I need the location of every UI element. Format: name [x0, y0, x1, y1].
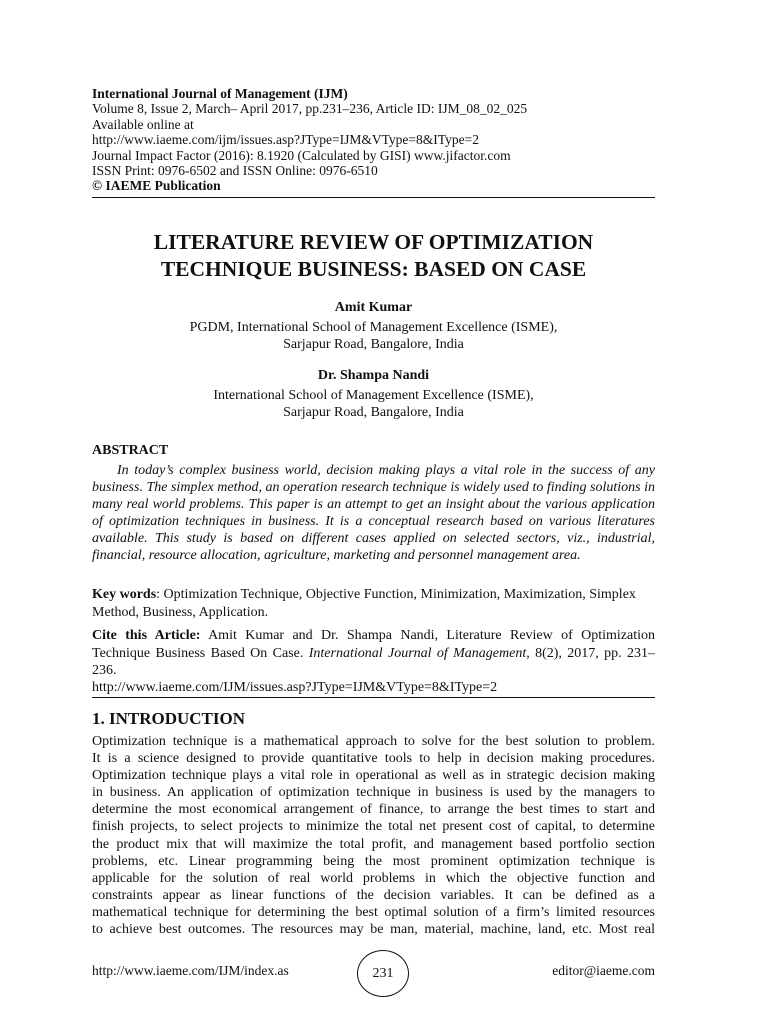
cite-details: , 8(2), 2017, pp. 231–236. — [92, 645, 655, 678]
section-rule — [92, 697, 655, 698]
keywords-text: : Optimization Technique, Objective Function, Minimization, Maximization, Simplex Method, Business, Application. — [92, 587, 636, 620]
author-name: Dr. Shampa Nandi — [317, 368, 430, 383]
paper-page — [92, 0, 655, 1024]
keywords-label: Key words — [92, 587, 157, 602]
impact-factor: Journal Impact Factor (2016): 8.1920 (Calculated by GISI) www.jifactor.com — [92, 147, 511, 163]
abstract-text: In today’s complex business world, decision making plays a vital role in the success of any business. The simplex method, an operation research technique is widely used to finding solutions in many real world problems. This paper is an attempt to get an insight about the various application of optimization techniques in business. It is a conceptual research based on various literatures available. This study is based on different cases applied on selected sectors, viz., industrial, financial, resource allocation, agriculture, marketing and personnel management area. — [92, 463, 655, 564]
body-line: mathematical technique for determining the best optimal solution of a firm’s limited resources — [92, 904, 655, 920]
title-line: TECHNIQUE BUSINESS: BASED ON CASE — [160, 257, 587, 281]
body-line: Optimization technique plays a vital role in operational as well as in strategic decision making — [92, 768, 655, 784]
issue-url[interactable]: http://www.iaeme.com/ijm/issues.asp?JType=IJM&VType=8&IType=2 — [92, 132, 479, 148]
body-line: to achieve best outcomes. The resources may be man, material, machine, land, etc. Most real — [92, 922, 655, 938]
body-line: It is a science designed to provide quantitative tools to help in decision making procedures. — [92, 751, 655, 767]
footer-email[interactable]: editor@iaeme.com — [552, 963, 655, 978]
journal-header — [92, 86, 655, 194]
author-affiliation: PGDM, International School of Management Excellence (ISME), — [189, 319, 558, 335]
citation — [92, 627, 655, 680]
body-line: constraints appear as linear functions of the decision variables. It can be defined as a — [92, 887, 655, 903]
footer-url[interactable]: http://www.iaeme.com/IJM/index.as — [92, 963, 289, 978]
section-heading: 1. INTRODUCTION — [92, 709, 246, 728]
body-line: determine the most economical arrangement of finance, to arrange the best times to start and — [92, 802, 655, 818]
body-line: in business. An application of optimization technique in business is used by the managers to — [92, 785, 655, 801]
introduction-body — [92, 733, 655, 938]
author-affiliation: Sarjapur Road, Bangalore, India — [283, 405, 464, 420]
keywords — [92, 586, 655, 621]
issn-info: ISSN Print: 0976-6502 and ISSN Online: 0976-6510 — [92, 163, 378, 179]
paper-title — [92, 229, 655, 283]
body-line: finish projects, to select projects to minimize the total net present cost of capital, to determine — [92, 819, 655, 835]
publisher: © IAEME Publication — [92, 178, 221, 194]
header-rule — [92, 197, 655, 198]
abstract-heading: ABSTRACT — [92, 443, 169, 458]
available-online-label: Available online at — [92, 116, 194, 132]
body-line: Optimization technique is a mathematical approach to solve for the best solution to problem. — [92, 734, 655, 749]
body-line: the product mix that will maximize the total profit, and management based portfolio section — [92, 836, 655, 852]
author-affiliation: Sarjapur Road, Bangalore, India — [283, 337, 464, 352]
volume-info: Volume 8, Issue 2, March– April 2017, pp.231–236, Article ID: IJM_08_02_025 — [92, 101, 528, 117]
body-line: applicable for the solution of real world problems in which the objective function and — [92, 870, 655, 886]
author-block — [92, 299, 655, 354]
title-line: LITERATURE REVIEW OF OPTIMIZATION — [153, 230, 594, 254]
cite-text: Amit Kumar and Dr. Shampa Nandi, Literature Review of Optimization Technique Business Based On Case. — [92, 628, 656, 661]
author-block — [92, 367, 655, 422]
body-line: problems, etc. Linear programming being the most prominent optimization technique is — [92, 853, 655, 869]
page-number: 231 — [357, 950, 409, 997]
cite-url[interactable]: http://www.iaeme.com/IJM/issues.asp?JType=IJM&VType=8&IType=2 — [92, 680, 498, 695]
author-name: Amit Kumar — [334, 300, 413, 315]
cite-journal: International Journal of Management — [308, 645, 527, 661]
journal-name: International Journal of Management (IJM) — [92, 86, 348, 101]
cite-label: Cite this Article: — [92, 628, 201, 643]
author-affiliation: International School of Management Excellence (ISME), — [213, 387, 534, 403]
